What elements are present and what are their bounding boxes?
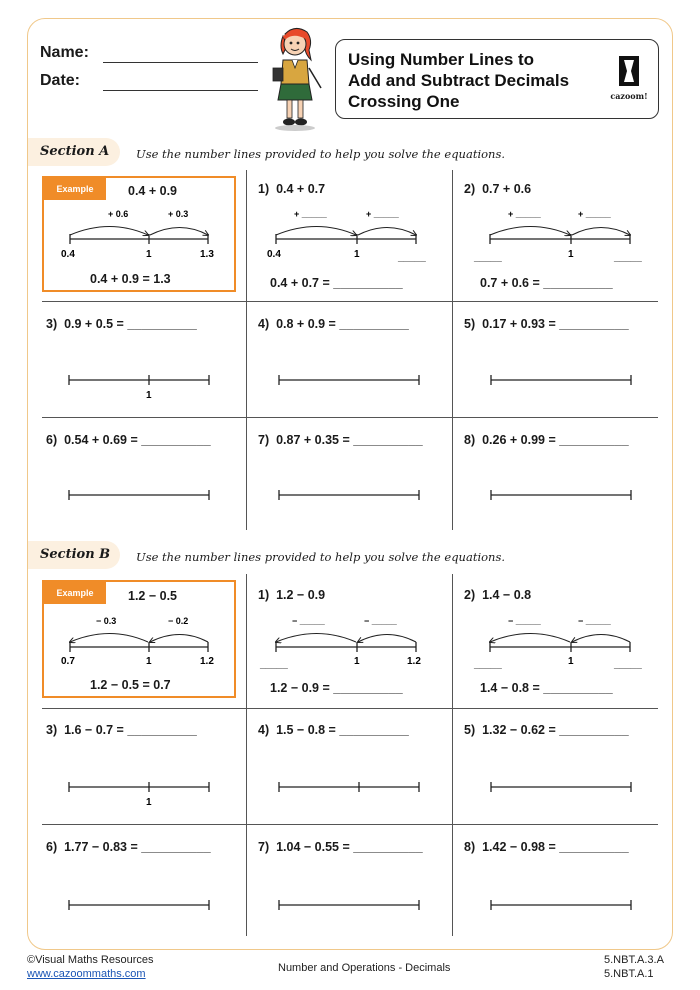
- number-line-q6-b: [68, 897, 218, 917]
- date-field[interactable]: [103, 90, 258, 91]
- number-line-q1: [262, 200, 442, 266]
- grid-divider: [42, 301, 658, 302]
- jump-blank[interactable]: + _____: [294, 209, 327, 219]
- tick-label: 1.2: [407, 656, 421, 667]
- question-text[interactable]: 1.6 − 0.7 = __________: [64, 723, 197, 737]
- example-question: 0.4 + 0.9: [128, 184, 177, 198]
- question-text[interactable]: 1.42 − 0.98 = __________: [482, 840, 629, 854]
- grid-divider: [42, 824, 658, 825]
- jump-blank[interactable]: − _____: [364, 616, 397, 626]
- question-number: 4): [258, 723, 270, 737]
- number-line-q6: [68, 487, 218, 507]
- hourglass-icon: [618, 56, 640, 86]
- number-line-q2: [474, 200, 654, 266]
- grid-divider: [246, 170, 247, 530]
- worksheet-title: Using Number Lines to Add and Subtract Decimals Crossing One: [348, 50, 570, 111]
- number-line-q5: [490, 372, 640, 392]
- tick-blank[interactable]: _____: [260, 659, 288, 670]
- standard-code: 5.NBT.A.3.A: [604, 954, 664, 966]
- number-line-q4-b: [278, 779, 428, 799]
- question-text[interactable]: 0.8 + 0.9 = __________: [276, 317, 409, 331]
- question-text: 0.4 + 0.7: [276, 182, 326, 196]
- section-b-label: Section B: [28, 541, 120, 569]
- tick-blank[interactable]: _____: [614, 659, 642, 670]
- question-number: 4): [258, 317, 270, 331]
- number-line-q3: [68, 372, 218, 402]
- question-text[interactable]: 1.77 − 0.83 = __________: [64, 840, 211, 854]
- date-label: Date:: [40, 72, 81, 89]
- question-text[interactable]: 1.04 − 0.55 = __________: [276, 840, 423, 854]
- topic-text: Number and Operations - Decimals: [278, 962, 451, 974]
- tick-blank[interactable]: _____: [398, 252, 426, 263]
- question-text[interactable]: 1.32 − 0.62 = __________: [482, 723, 629, 737]
- tick-label: 1.3: [200, 249, 214, 260]
- question-text[interactable]: 0.17 + 0.93 = __________: [482, 317, 629, 331]
- question-number: 8): [464, 840, 476, 854]
- example-answer: 1.2 − 0.5 = 0.7: [90, 678, 171, 692]
- question-text[interactable]: 1.5 − 0.8 = __________: [276, 723, 409, 737]
- question-number: 8): [464, 433, 476, 447]
- section-b-instruction: Use the number lines provided to help you solve the equations.: [136, 550, 506, 564]
- tick-blank[interactable]: _____: [474, 252, 502, 263]
- question-number: 5): [464, 723, 476, 737]
- example-question: 1.2 − 0.5: [128, 589, 177, 603]
- jump-label-2: − 0.2: [168, 616, 189, 626]
- example-number-line: [50, 610, 230, 676]
- number-line-q4: [278, 372, 428, 392]
- tick-blank[interactable]: _____: [614, 252, 642, 263]
- answer-line[interactable]: 0.4 + 0.7 = __________: [270, 276, 403, 290]
- tick-label: 1: [146, 656, 152, 667]
- tick-label: 0.4: [267, 249, 281, 260]
- grid-divider: [42, 708, 658, 709]
- jump-label-1: + 0.6: [108, 209, 129, 219]
- number-line-q3-b: [68, 779, 218, 809]
- question-text[interactable]: 0.87 + 0.35 = __________: [276, 433, 423, 447]
- jump-blank[interactable]: + _____: [366, 209, 399, 219]
- answer-line[interactable]: 0.7 + 0.6 = __________: [480, 276, 613, 290]
- question-number: 1): [258, 588, 270, 602]
- number-line-q1-b: [262, 610, 442, 676]
- question-text[interactable]: 0.54 + 0.69 = __________: [64, 433, 211, 447]
- grid-divider: [452, 170, 453, 530]
- number-line-q2-b: [474, 610, 654, 676]
- example-answer: 0.4 + 0.9 = 1.3: [90, 272, 171, 286]
- answer-line[interactable]: 1.4 − 0.8 = __________: [480, 681, 613, 695]
- copyright-text: ©Visual Maths Resources: [27, 954, 154, 966]
- jump-blank[interactable]: − _____: [508, 616, 541, 626]
- tick-label: 1: [354, 249, 360, 260]
- name-label: Name:: [40, 44, 89, 61]
- number-line-q7: [278, 487, 428, 507]
- name-field[interactable]: [103, 62, 258, 63]
- question-number: 1): [258, 182, 270, 196]
- question-text[interactable]: 0.9 + 0.5 = __________: [64, 317, 197, 331]
- jump-blank[interactable]: + _____: [508, 209, 541, 219]
- website-link[interactable]: www.cazoommaths.com: [27, 968, 146, 980]
- question-text: 0.7 + 0.6: [482, 182, 532, 196]
- answer-line[interactable]: 1.2 − 0.9 = __________: [270, 681, 403, 695]
- tick-label: 1: [568, 656, 574, 667]
- tick-label: 1: [354, 656, 360, 667]
- example-badge: Example: [44, 178, 106, 200]
- section-a-label: Section A: [28, 138, 120, 166]
- section-a-instruction: Use the number lines provided to help you solve the equations.: [136, 147, 506, 161]
- example-badge: Example: [44, 582, 106, 604]
- number-line-q5-b: [490, 779, 640, 799]
- grid-divider: [246, 574, 247, 936]
- example-number-line: [50, 200, 230, 266]
- tick-blank[interactable]: _____: [474, 659, 502, 670]
- tick-label: 0.4: [61, 249, 75, 260]
- tick-label: 1: [568, 249, 574, 260]
- question-number: 3): [46, 723, 58, 737]
- tick-label: 1.2: [200, 656, 214, 667]
- question-text: 1.4 − 0.8: [482, 588, 532, 602]
- jump-blank[interactable]: − _____: [578, 616, 611, 626]
- number-line-q7-b: [278, 897, 428, 917]
- cazoom-logo: cazoom!: [610, 56, 648, 101]
- standard-code: 5.NBT.A.1: [604, 968, 654, 980]
- number-line-q8: [490, 487, 640, 507]
- question-number: 6): [46, 433, 58, 447]
- question-text: 1.2 − 0.9: [276, 588, 326, 602]
- jump-blank[interactable]: − _____: [292, 616, 325, 626]
- question-number: 6): [46, 840, 58, 854]
- question-number: 7): [258, 433, 270, 447]
- title-box: [335, 39, 659, 119]
- grid-divider: [452, 574, 453, 936]
- tick-label: 1: [146, 390, 152, 401]
- mascot-girl-illustration: [265, 24, 325, 132]
- question-number: 3): [46, 317, 58, 331]
- question-number: 2): [464, 588, 476, 602]
- jump-blank[interactable]: + _____: [578, 209, 611, 219]
- question-text[interactable]: 0.26 + 0.99 = __________: [482, 433, 629, 447]
- question-number: 5): [464, 317, 476, 331]
- question-number: 2): [464, 182, 476, 196]
- question-number: 7): [258, 840, 270, 854]
- tick-label: 1: [146, 249, 152, 260]
- jump-label-1: − 0.3: [96, 616, 117, 626]
- tick-label: 0.7: [61, 656, 75, 667]
- tick-label: 1: [146, 797, 152, 808]
- jump-label-2: + 0.3: [168, 209, 189, 219]
- grid-divider: [42, 417, 658, 418]
- number-line-q8-b: [490, 897, 640, 917]
